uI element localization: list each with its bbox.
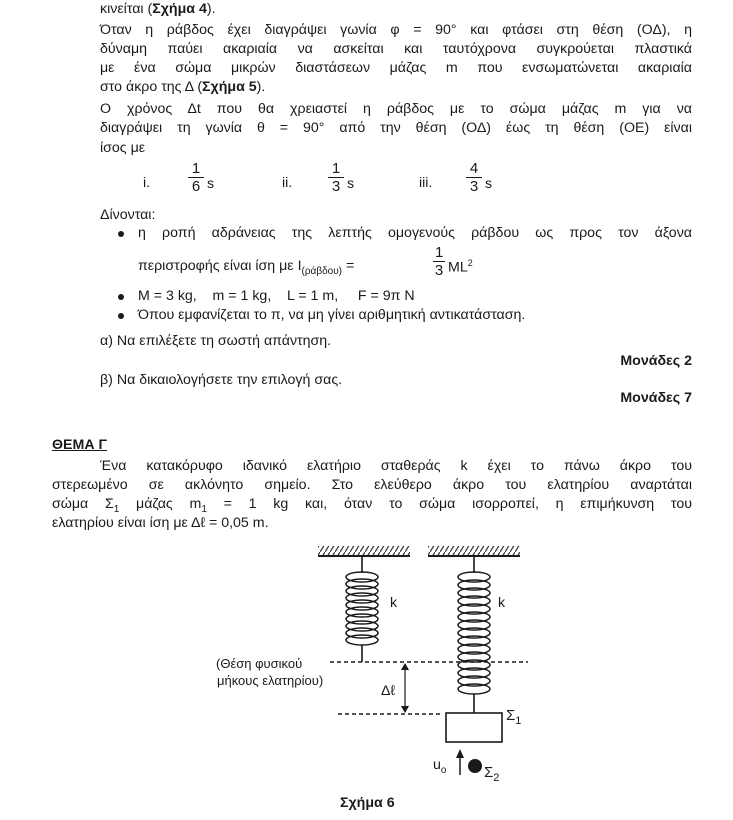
option-fraction-iii: $\frac{4}{3}$: [466, 160, 482, 195]
given-item-1b: περιστροφής είναι ίση με $I_{(\rho ά\beta\delta o\upsilon)}$ =: [138, 258, 355, 277]
text-line-5: Ο χρόνος Δt που θα χρειαστεί η ράβδος με το σώμα μάζας m για να: [100, 101, 692, 117]
option-unit-iii: s: [485, 176, 493, 192]
theme-line-3: σώμα $\Sigma_1$ μάζας $m_1 = 1$ kg και, όταν το σώμα ισορροπεί, η επιμήκυνση του: [52, 496, 692, 515]
natural-length-label-1: (Θέση φυσικού: [216, 656, 303, 671]
velocity-label: $u_o$: [433, 757, 447, 776]
text-line-4: στο άκρο της Δ (Σχήμα 5).: [100, 79, 266, 95]
delta-l-label: Δℓ: [381, 683, 396, 699]
option-label-i: i.: [143, 175, 151, 191]
given-item-2: M = 3 kg, m = 1 kg, L = 1 m, F = 9π N: [138, 288, 415, 304]
moment-tail: $ML^2$: [448, 258, 473, 276]
marks-a: Μονάδες 2: [620, 353, 692, 369]
left-spring: [346, 572, 378, 645]
natural-length-label-2: μήκους ελατηρίου): [217, 673, 324, 688]
left-ceiling-hatch: [318, 546, 410, 555]
theme-line-2: στερεωμένο σε ακλόνητο σημείο. Στο ελεύθερο άκρο του ελατηρίου αναρτάται: [52, 477, 692, 493]
question-a: α) Να επιλέξετε τη σωστή απάντηση.: [100, 333, 332, 349]
given-title: Δίνονται:: [100, 207, 156, 223]
text-line-6: διαγράψει τη γωνία θ = 90° από την θέση (ΟΔ) έως τη θέση (ΟΕ) είναι: [100, 120, 692, 136]
text-line-7: ίσος με: [100, 140, 146, 156]
theme-line-4: ελατηρίου είναι ίση με Δℓ = 0,05 m.: [52, 515, 269, 531]
spring-k-right: k: [498, 595, 506, 611]
spring-k-left: k: [390, 595, 398, 611]
text-line-2: δύναμη παύει ακαριαία να ασκείται και ταυτόχρονα συγκρούεται πλαστικά: [100, 41, 692, 57]
option-fraction-ii: $\frac{1}{3}$: [328, 160, 344, 195]
text-line-3: με ένα σώμα μικρών διαστάσεων μάζας m που ενσωματώνεται ακαριαία: [100, 60, 692, 76]
text-line-1: Όταν η ράβδος έχει διαγράψει γωνία φ = 90° και φτάσει στη θέση (ΟΔ), η: [100, 22, 692, 38]
option-label-iii: iii.: [419, 175, 433, 191]
sigma1-label: $\Sigma_1$: [506, 707, 522, 727]
section-title: ΘΕΜΑ Γ: [52, 437, 108, 453]
sigma2-label: $\Sigma_2$: [484, 764, 500, 784]
theme-line-1: Ένα κατακόρυφο ιδανικό ελατήριο σταθεράς k έχει το πάνω άκρο του: [100, 458, 692, 474]
option-unit-i: s: [207, 176, 215, 192]
right-spring: [458, 572, 490, 694]
marks-b: Μονάδες 7: [620, 390, 692, 406]
moment-fraction: $\frac{1}{3}$: [434, 244, 444, 279]
option-unit-ii: s: [347, 176, 355, 192]
figure-caption: Σχήμα 6: [340, 795, 395, 811]
given-item-3: Όπου εμφανίζεται το π, να μη γίνει αριθμητική αντικατάσταση.: [138, 307, 526, 323]
body-sigma1: [446, 713, 502, 742]
text-line-0: κινείται (Σχήμα 4).: [100, 1, 216, 17]
question-b: β) Να δικαιολογήσετε την επιλογή σας.: [100, 372, 343, 388]
option-fraction-i: $\frac{1}{6}$: [188, 160, 204, 195]
body-sigma2: [468, 759, 482, 773]
given-item-1a: η ροπή αδράνειας της λεπτής ομογενούς ράβδου ως προς τον άξονα: [138, 225, 692, 241]
right-ceiling-hatch: [428, 546, 520, 555]
option-label-ii: ii.: [282, 175, 293, 191]
